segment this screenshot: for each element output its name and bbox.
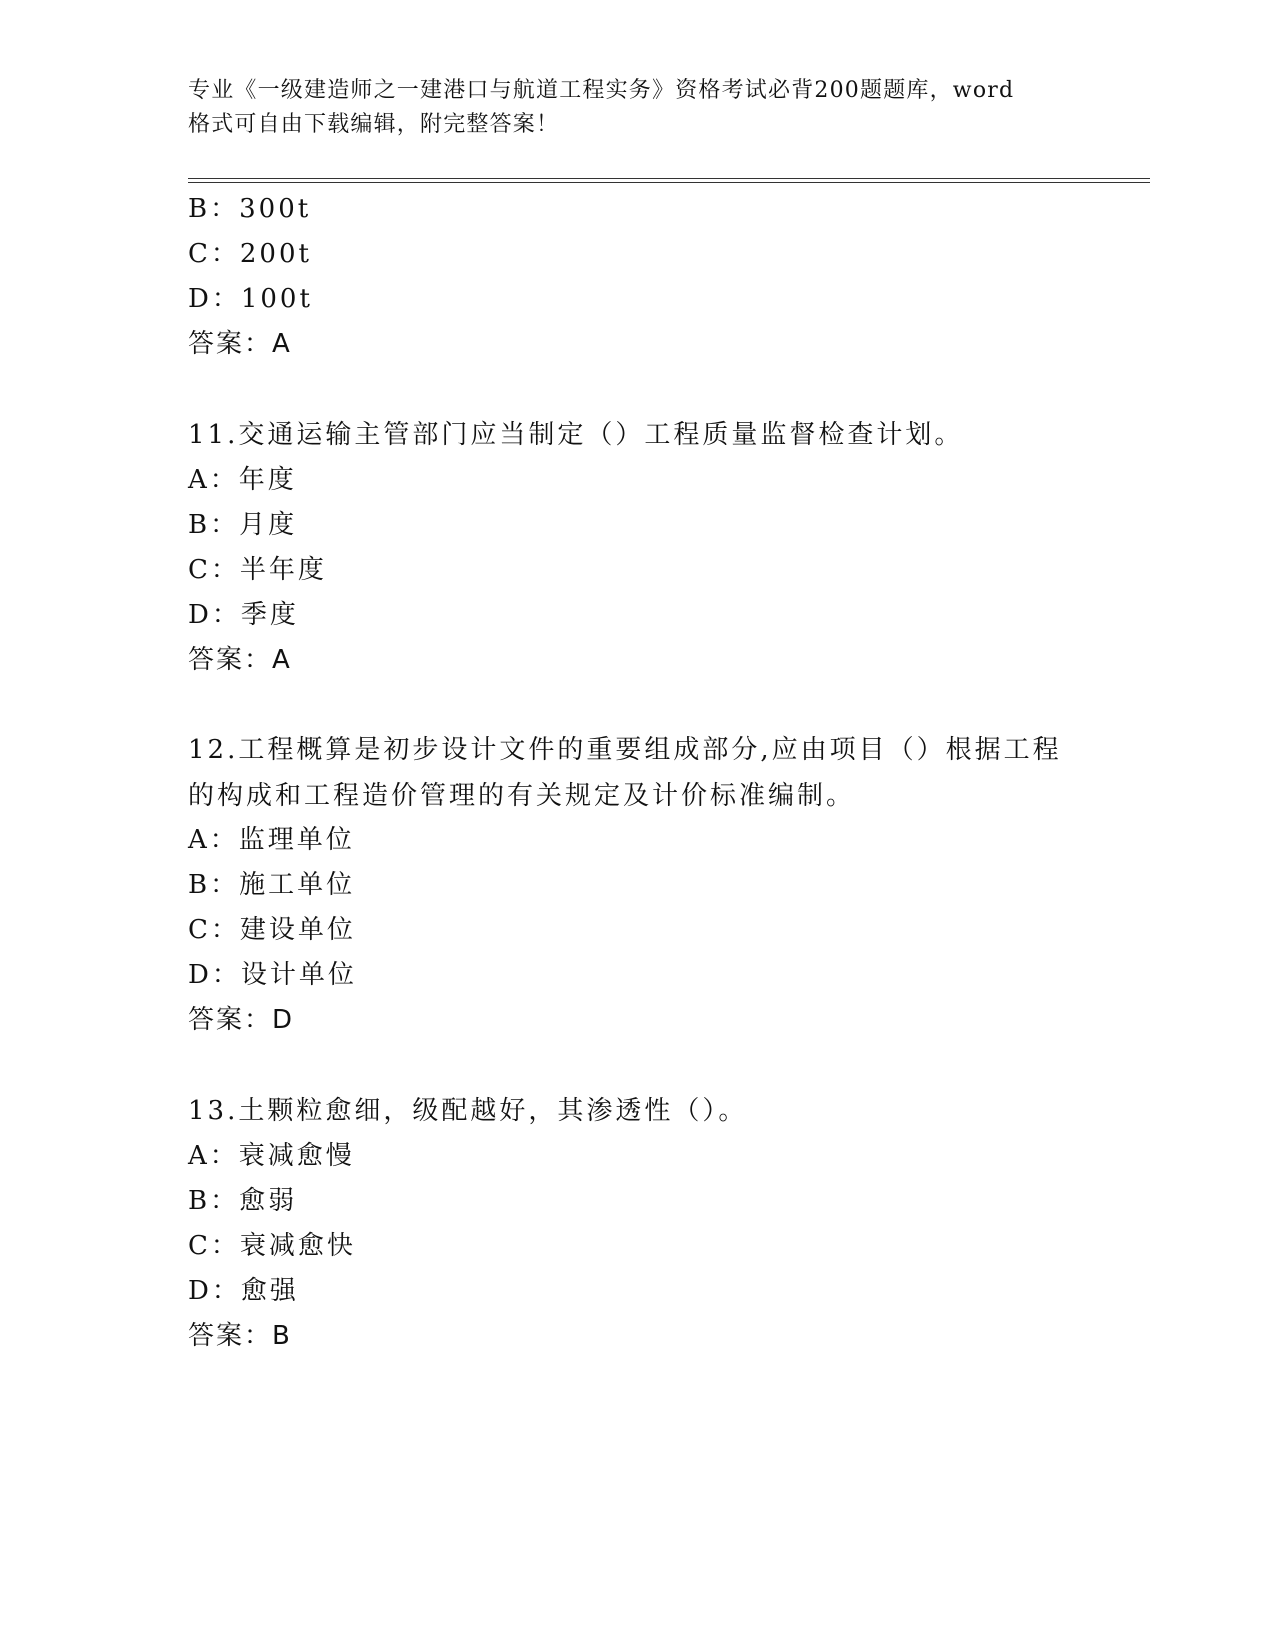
q11-stem: 11.交通运输主管部门应当制定（）工程质量监督检查计划。: [188, 420, 964, 450]
q11-answer: 答案：A: [188, 645, 292, 675]
document-header: [188, 74, 1088, 142]
q13-stem: 13.土颗粒愈细，级配越好，其渗透性（）。: [188, 1096, 748, 1126]
q10-option-b: B：300t: [188, 194, 312, 224]
q13-option-d: D：愈强: [188, 1276, 299, 1306]
q11-option-d: D：季度: [188, 600, 299, 630]
q12-stem-line-1: 12.工程概算是初步设计文件的重要组成部分,应由项目（）根据工程: [188, 735, 1062, 765]
q12-option-a: A：监理单位: [188, 825, 355, 855]
q12-option-d: D：设计单位: [188, 960, 357, 990]
q10-option-c: C：200t: [188, 239, 312, 269]
q10-option-d: D：100t: [188, 284, 313, 314]
header-divider: [188, 178, 1150, 183]
q13-option-a: A：衰减愈慢: [188, 1141, 355, 1171]
q12-option-b: B：施工单位: [188, 870, 356, 900]
q11-option-b: B：月度: [188, 510, 298, 540]
q13-option-b: B：愈弱: [188, 1186, 298, 1216]
q12-answer: 答案：D: [188, 1005, 295, 1035]
q13-answer: 答案：B: [188, 1321, 292, 1351]
header-line-2: 格式可自由下载编辑，附完整答案！: [188, 112, 560, 137]
q12-stem-line-2: 的构成和工程造价管理的有关规定及计价标准编制。: [188, 781, 856, 811]
q11-option-a: A：年度: [188, 465, 297, 495]
q10-answer: 答案：A: [188, 329, 292, 359]
header-line-1: 专业《一级建造师之一建港口与航道工程实务》资格考试必背200题题库，word: [188, 78, 1015, 103]
q11-option-c: C：半年度: [188, 555, 327, 585]
q12-option-c: C：建设单位: [188, 915, 356, 945]
q13-option-c: C：衰减愈快: [188, 1231, 356, 1261]
